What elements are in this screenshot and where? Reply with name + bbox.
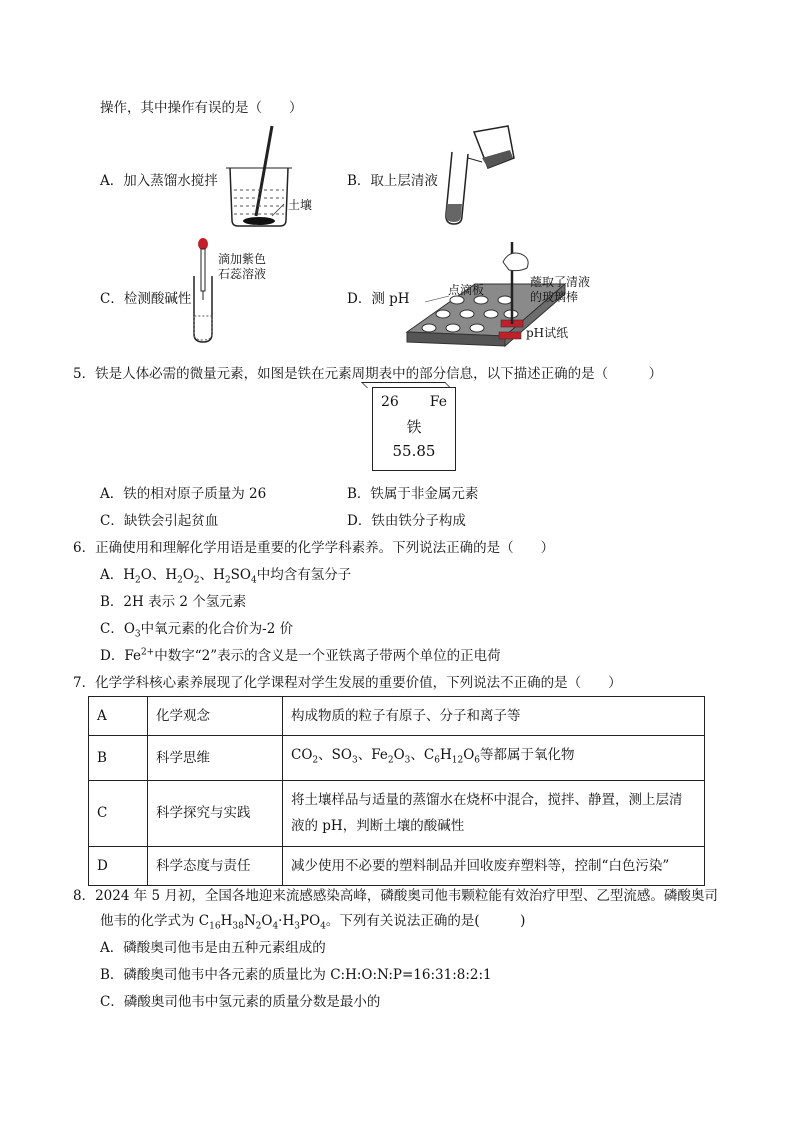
q6-option-b: B．2H 表示 2 个氢元素 xyxy=(100,594,247,610)
q5-option-d: D．铁由铁分子构成 xyxy=(347,513,466,529)
q6-option-a: A．$H_2O$、$H_2O_2$、$H_2SO_4$中均含有氢分子 xyxy=(100,567,352,586)
spot-plate-label: 点滴板 xyxy=(448,283,485,297)
element-symbol: Fe xyxy=(429,394,447,410)
table-row: B 科学思维 $CO_2$、$SO_3$、$Fe_2O_3$、$C_6H_{12}O_6$等都属于氧化物 xyxy=(89,736,705,781)
litmus-label: 滴加紫色 石蕊溶液 xyxy=(218,252,267,281)
q8-stem-line2: 他韦的化学式为 $C_{16}H_{38}N_2O_4\cdot H_3PO_4$。下列有关说法正确的是( ) xyxy=(100,913,526,932)
table-row: C 科学探究与实践 将土壤样品与适量的蒸馏水在烧杯中混合，搅拌、静置，测上层清 液的 pH，判断土壤的酸碱性 xyxy=(89,780,705,846)
q6-option-c: C．$O_3$中氧元素的化合价为-2 价 xyxy=(100,621,294,640)
table-row: A 化学观念 构成物质的粒子有原子、分子和离子等 xyxy=(89,697,705,736)
q8-option-c: C．磷酸奥司他韦中氢元素的质量分数是最小的 xyxy=(100,994,381,1010)
q8-option-b: B．磷酸奥司他韦中各元素的质量比为 C:H:O:N:P=16:31:8:2:1 xyxy=(100,967,492,983)
q7-stem: 7．化学学科核心素养展现了化学课程对学生发展的重要价值，下列说法不正确的是（ ） xyxy=(73,675,622,691)
q4-stem: 操作，其中操作有误的是（ ） xyxy=(100,100,303,116)
atomic-number: 26 xyxy=(381,394,399,410)
q7-table xyxy=(88,696,705,886)
q5-option-c: C．缺铁会引起贫血 xyxy=(100,513,219,529)
q6-option-d: D．$Fe^{2+}$中数字“2”表示的含义是一个亚铁离子带两个单位的正电荷 xyxy=(100,647,501,664)
element-cell-iron xyxy=(372,387,456,471)
ph-paper-label: pH试纸 xyxy=(526,326,569,340)
soil-label: 土壤 xyxy=(288,198,313,212)
q4-option-b: B．取上层清液 xyxy=(347,173,438,189)
table-row: D 科学态度与责任 减少使用不必要的塑料制品并回收废弃塑料等，控制“白色污染” xyxy=(89,846,705,885)
q4-option-c: C．检测酸碱性 xyxy=(100,291,192,307)
glass-rod-label: 蘸取了清液 的玻璃棒 xyxy=(530,275,591,304)
q6-stem: 6．正确使用和理解化学用语是重要的化学学科素养。下列说法正确的是（ ） xyxy=(73,540,555,556)
q8-option-a: A．磷酸奥司他韦是由五种元素组成的 xyxy=(100,940,326,956)
beaker-stirring-figure xyxy=(222,124,312,230)
element-name: 铁 xyxy=(406,418,422,436)
q8-stem-line1: 8．2024 年 5 月初，全国各地迎来流感感染高峰，磷酸奥司他韦颗粒能有效治疗甲型、乙型流感。磷酸奥司 xyxy=(73,888,718,904)
q5-option-b: B．铁属于非金属元素 xyxy=(347,486,479,502)
q4-option-a: A．加入蒸馏水搅拌 xyxy=(100,173,218,189)
q5-option-a: A．铁的相对原子质量为 26 xyxy=(100,486,267,502)
atomic-mass: 55.85 xyxy=(392,442,436,460)
q4-option-d: D．测 pH xyxy=(347,291,410,307)
q5-stem: 5．铁是人体必需的微量元素，如图是铁在元素周期表中的部分信息，以下描述正确的是（ ） xyxy=(73,366,663,382)
decanting-figure xyxy=(438,122,518,232)
